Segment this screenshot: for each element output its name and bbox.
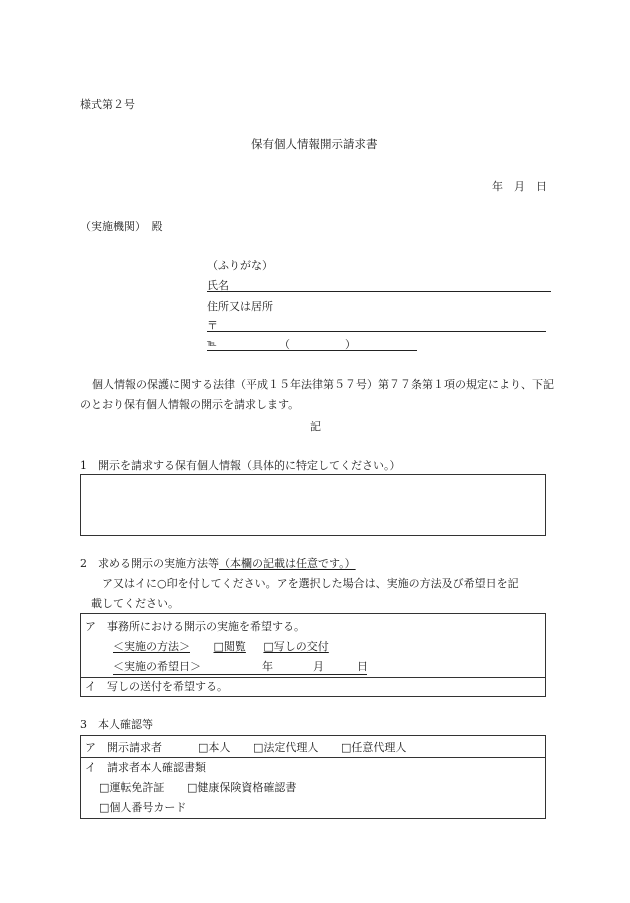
- body-text-line2: のとおり保有個人情報の開示を請求します。: [80, 398, 300, 411]
- preferred-day-label: 日: [357, 660, 368, 673]
- form-title: 保有個人情報開示請求書: [251, 137, 378, 151]
- tel-field[interactable]: [207, 350, 417, 351]
- requester-type-label: ア 開示請求者: [85, 741, 162, 754]
- section3-identity-box: [80, 735, 546, 819]
- section2-optional-note: （本欄の記載は任意です。）: [219, 557, 356, 570]
- furigana-label: （ふりがな）: [207, 259, 273, 272]
- option-a-office-disclosure[interactable]: ア 事務所における開示の実施を希望する。: [85, 620, 305, 633]
- postal-mark: 〒: [207, 319, 218, 332]
- option-i-copy-mailing[interactable]: イ 写しの送付を希望する。: [85, 680, 228, 693]
- date-line: 年 月 日: [492, 180, 547, 193]
- requester-voluntary-rep-checkbox[interactable]: □任意代理人: [341, 741, 407, 754]
- method-label: ＜実施の方法＞: [113, 640, 190, 653]
- preferred-date-label: ＜実施の希望日＞: [113, 660, 201, 673]
- doc-health-insurance-checkbox[interactable]: □健康保険資格確認書: [187, 781, 297, 794]
- form-number: 様式第２号: [80, 98, 135, 111]
- requester-legal-rep-checkbox[interactable]: □法定代理人: [253, 741, 319, 754]
- section2-instruction-line1: ア又はイに○印を付してください。アを選択した場合は、実施の方法及び希望日を記: [102, 577, 519, 590]
- tel-label: ℡: [207, 339, 217, 349]
- section3-divider: [81, 757, 545, 758]
- address-field[interactable]: [207, 331, 546, 332]
- preferred-month-label: 月: [313, 660, 324, 673]
- body-text-line1: 個人情報の保護に関する法律（平成１５年法律第５７号）第７７条第１項の規定により、下記: [92, 378, 554, 391]
- ki-heading: 記: [310, 420, 321, 433]
- method-row: [113, 640, 329, 653]
- section2-instruction-line2: 載してください。: [91, 597, 179, 610]
- section3-heading: 3 本人確認等: [80, 718, 153, 731]
- requester-self-checkbox[interactable]: □本人: [198, 741, 231, 754]
- name-label: 氏名: [207, 279, 229, 292]
- doc-drivers-license-checkbox[interactable]: □運転免許証: [99, 781, 165, 794]
- section2-method-box: [80, 613, 546, 697]
- doc-my-number-card-checkbox[interactable]: □個人番号カード: [99, 801, 187, 814]
- section2-divider: [81, 677, 545, 678]
- name-field[interactable]: [207, 291, 551, 292]
- section1-request-box[interactable]: [80, 474, 546, 536]
- section1-content: [81, 475, 545, 483]
- addressee: （実施機関） 殿: [80, 220, 163, 233]
- method-view-checkbox[interactable]: □閲覧: [213, 640, 246, 653]
- section2-heading: [80, 557, 356, 570]
- tel-area-paren: （ ）: [279, 338, 356, 351]
- method-copy-checkbox[interactable]: □写しの交付: [263, 640, 329, 653]
- section2-heading-text: 2 求める開示の実施方法等: [80, 557, 219, 570]
- id-documents-label: イ 請求者本人確認書類: [85, 761, 206, 774]
- address-label: 住所又は居所: [207, 300, 273, 313]
- preferred-date-field[interactable]: [113, 674, 367, 675]
- section1-heading: 1 開示を請求する保有個人情報（具体的に特定してください。）: [80, 459, 401, 472]
- preferred-year-label: 年: [262, 660, 273, 673]
